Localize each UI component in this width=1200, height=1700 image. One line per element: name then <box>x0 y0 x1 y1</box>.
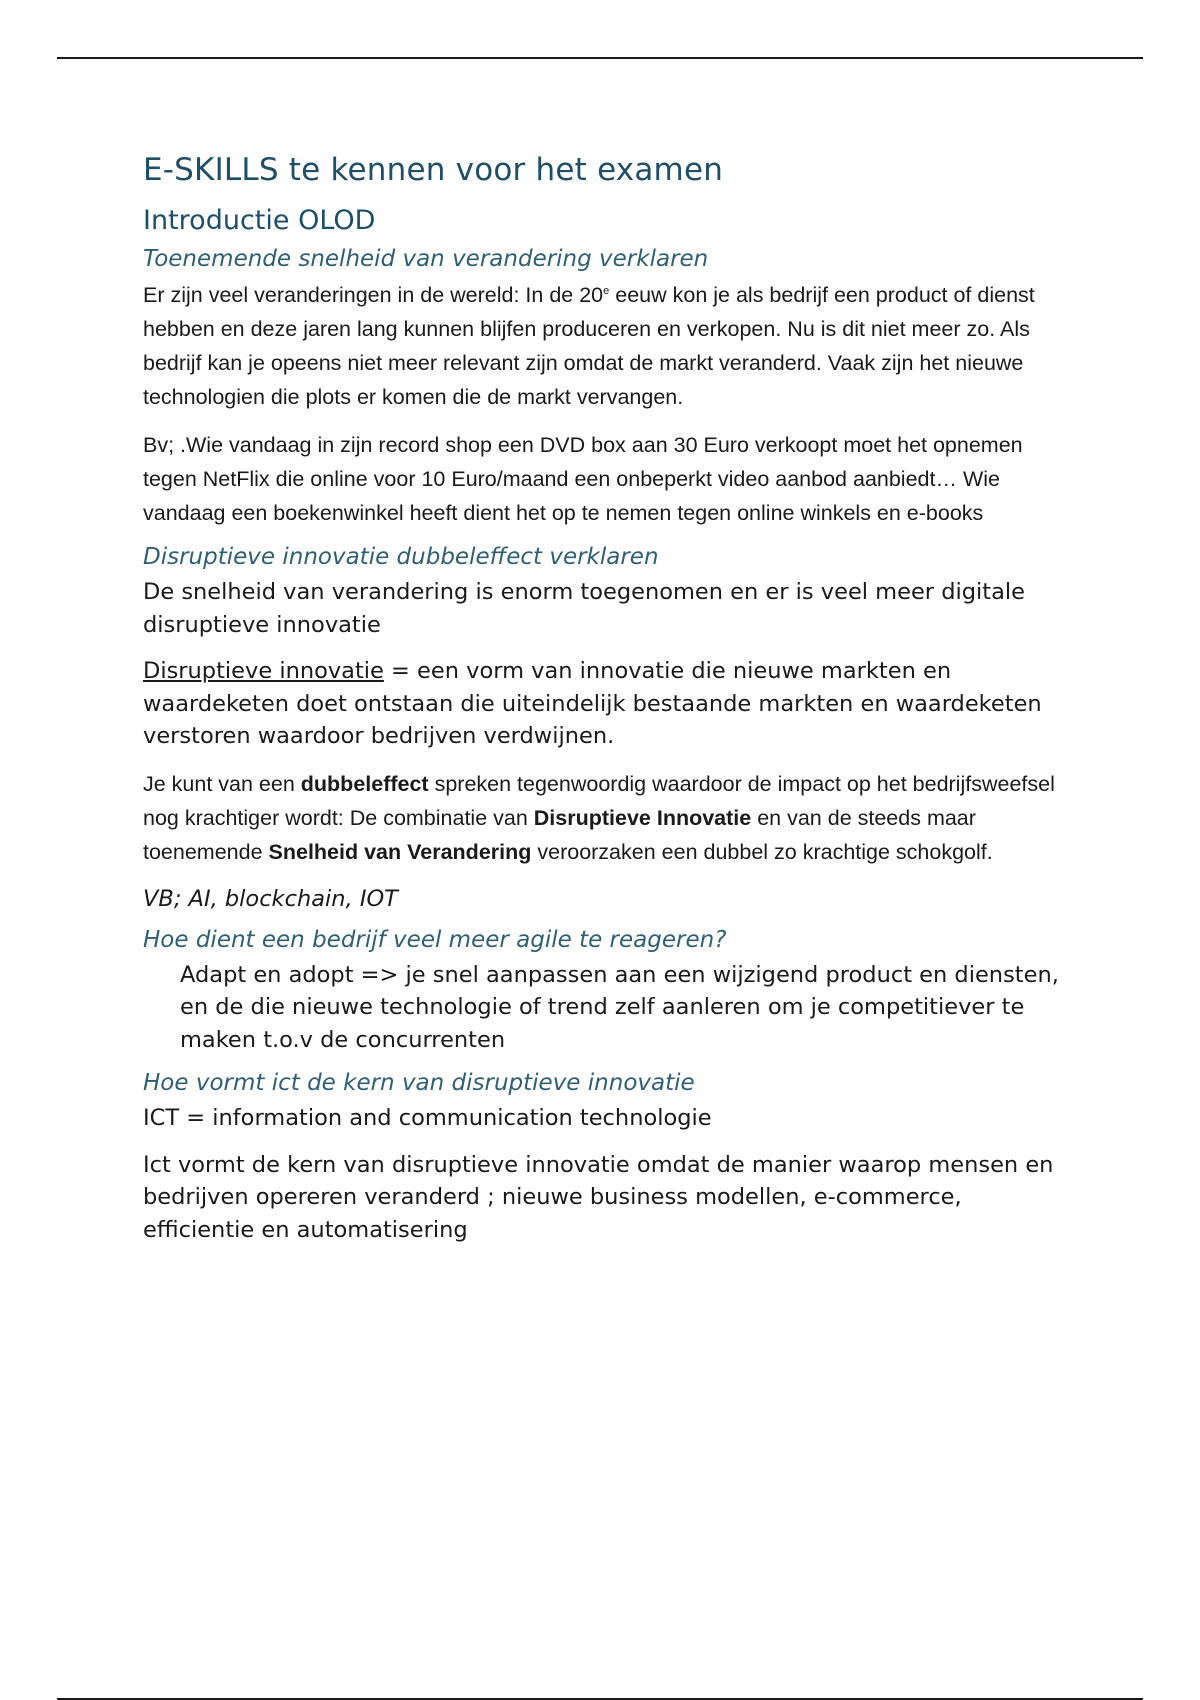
document-body <box>143 152 1063 1260</box>
subheading-snelheid: Toenemende snelheid van verandering verklaren <box>143 246 709 272</box>
paragraph-voorbeeld: Bv; .Wie vandaag in zijn record shop een DVD box aan 30 Euro verkoopt moet het opnemen tegen NetFlix die online voor 10 Euro/maand een onbeperkt video aanbod aanbiedt… Wie vandaag een boekenwinkel heeft dient het op te nemen tegen online winkels en e-books <box>143 433 1023 525</box>
text-run: Er zijn veel veranderingen in de wereld: In de 20 <box>143 283 604 307</box>
paragraph-example: VB; AI, blockchain, IOT <box>143 885 398 912</box>
bold-term: Snelheid van Verandering <box>268 839 532 864</box>
definition-text: = een vorm van innovatie die nieuwe markten en waardeketen doet ontstaan die uiteindelijk bestaande markten en waardeketen verstoren waardoor bedrijven verdwijnen. <box>143 658 1042 749</box>
section-heading: Introductie OLOD <box>143 205 376 236</box>
definition-term: Disruptieve innovatie <box>143 658 384 684</box>
paragraph-dubbeleffect <box>143 767 1063 869</box>
subheading-agile: Hoe dient een bedrijf veel meer agile te reageren? <box>143 926 727 953</box>
header-rule <box>57 57 1143 59</box>
text-run: en van de steeds maar toenemende <box>143 805 976 864</box>
subheading-dubbeleffect: Disruptieve innovatie dubbeleffect verklaren <box>143 544 659 570</box>
paragraph-adapt: Adapt en adopt => je snel aanpassen aan een wijzigend product en diensten, en de die nieuwe technologie of trend zelf aanleren om je competitiever te maken t.o.v de concurrenten <box>180 961 1059 1053</box>
paragraph-snelheid: De snelheid van verandering is enorm toegenomen en er is veel meer digitale disruptieve innovatie <box>143 579 1025 638</box>
text-run: Je kunt van een <box>143 771 301 796</box>
text-run: eeuw kon je als bedrijf een product of dienst hebben en deze jaren lang kunnen blijfen produceren en verkopen. Nu is dit niet meer zo. Als bedrijf kan je opeens niet meer relevant zijn omdat de markt veranderd. Vaak zijn het nieuwe technologien die plots er komen die de markt vervangen. <box>143 283 1035 409</box>
paragraph-veranderingen <box>143 278 1063 414</box>
paragraph-definitie <box>143 655 1063 753</box>
subheading-ict: Hoe vormt ict de kern van disruptieve innovatie <box>143 1070 695 1096</box>
document-title: E-SKILLS te kennen voor het examen <box>143 152 724 188</box>
text-run: spreken tegenwoordig waardoor de impact op het bedrijfsweefsel nog krachtiger wordt: De combinatie van <box>143 771 1055 830</box>
text-run: veroorzaken een dubbel zo krachtige schokgolf. <box>531 839 993 864</box>
superscript: e <box>603 284 610 297</box>
bold-term: dubbeleffect <box>300 771 429 796</box>
paragraph-ict-kern: Ict vormt de kern van disruptieve innovatie omdat de manier waarop mensen en bedrijven opereren veranderd ; nieuwe business modellen, e-commerce, efficientie en automatisering <box>143 1151 1054 1243</box>
paragraph-ict-definitie: ICT = information and communication technologie <box>143 1105 712 1131</box>
bold-term: Disruptieve Innovatie <box>533 805 752 830</box>
